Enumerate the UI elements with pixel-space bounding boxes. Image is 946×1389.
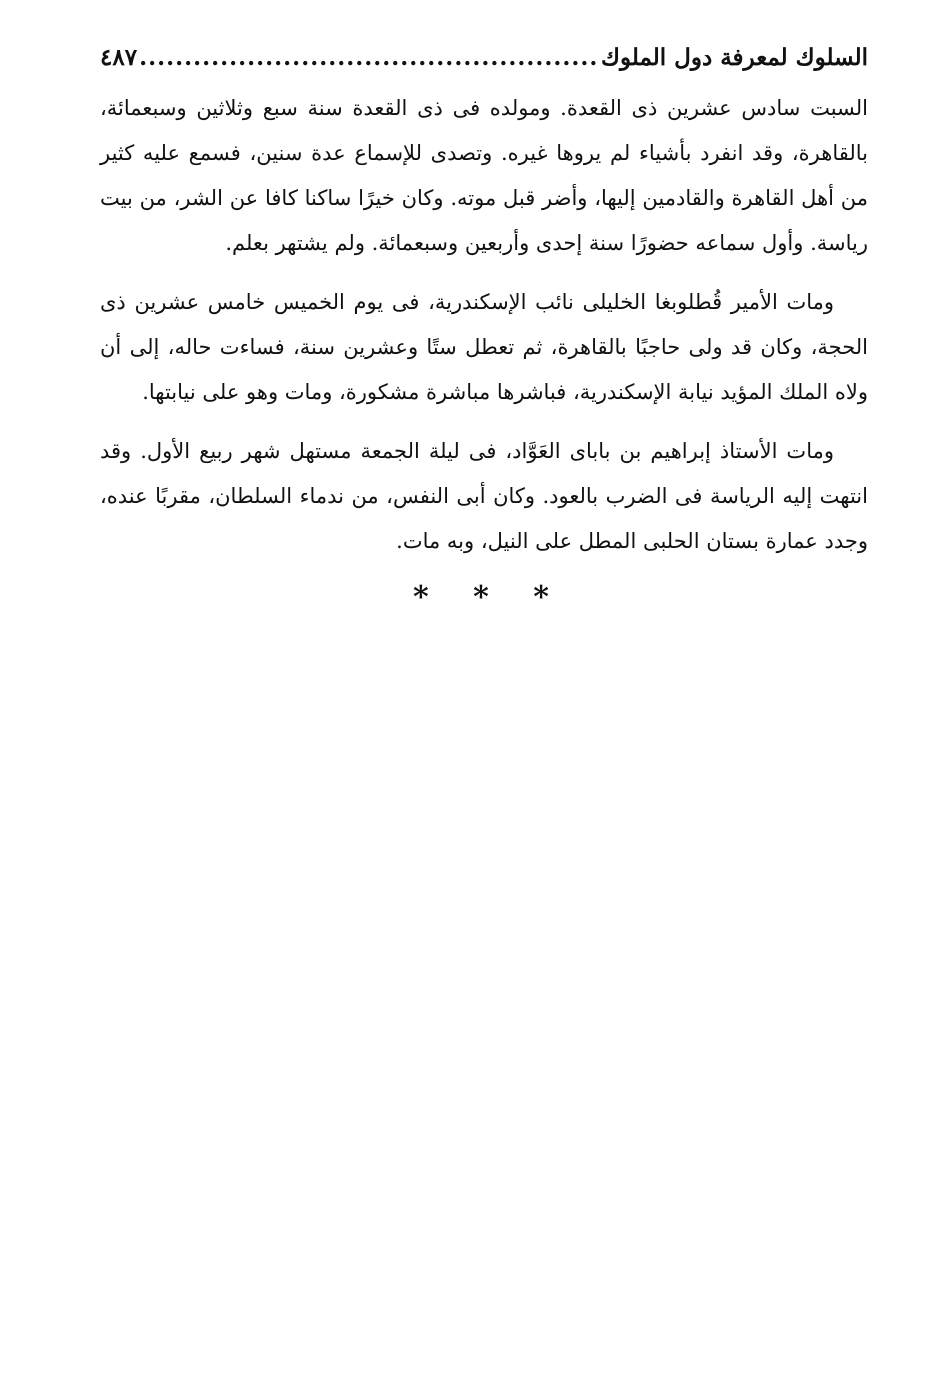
paragraph-2: ومات الأمير قُطلوبغا الخليلى نائب الإسكندرية، فى يوم الخميس خامس عشرين ذى الحجة، وكان قد ولى حاجبًا بالقاهرة، ثم تعطل ستًا وعشرين سنة، فساءت حاله، إلى أن ولاه الملك المؤيد نيابة الإسكندرية، فباشرها مباشرة مشكورة، ومات وهو على نيابتها. — [100, 290, 868, 404]
body-text — [100, 86, 868, 564]
dot-leader — [139, 38, 599, 78]
paragraph-3: ومات الأستاذ إبراهيم بن باباى العَوَّاد، فى ليلة الجمعة مستهل شهر ربيع الأول. وقد انتهت إليه الرياسة فى الضرب بالعود. وكان أبى النفس، من ندماء السلطان، مقربًا عنده، وجدد عمارة بستان الحلبى المطل على النيل، وبه مات. — [100, 439, 868, 553]
paragraph-1: السبت سادس عشرين ذى القعدة. ومولده فى ذى القعدة سنة سبع وثلاثين وسبعمائة، بالقاهرة، وقد انفرد بأشياء لم يروها غيره. وتصدى للإسماع عدة سنين، فسمع عليه كثير من أهل القاهرة والقادمين إليها، وأضر قبل موته. وكان خيرًا ساكنا كافا عن الشر، من بيت رياسة. وأول سماعه حضورًا سنة إحدى وأربعين وسبعمائة. ولم يشتهر بعلم. — [100, 96, 868, 255]
running-head — [100, 38, 868, 78]
section-separator: * * * — [413, 580, 555, 615]
page-number: ٤٨٧ — [100, 44, 138, 71]
running-head-title: السلوك لمعرفة دول الملوك — [600, 44, 868, 71]
document-page — [100, 38, 868, 618]
